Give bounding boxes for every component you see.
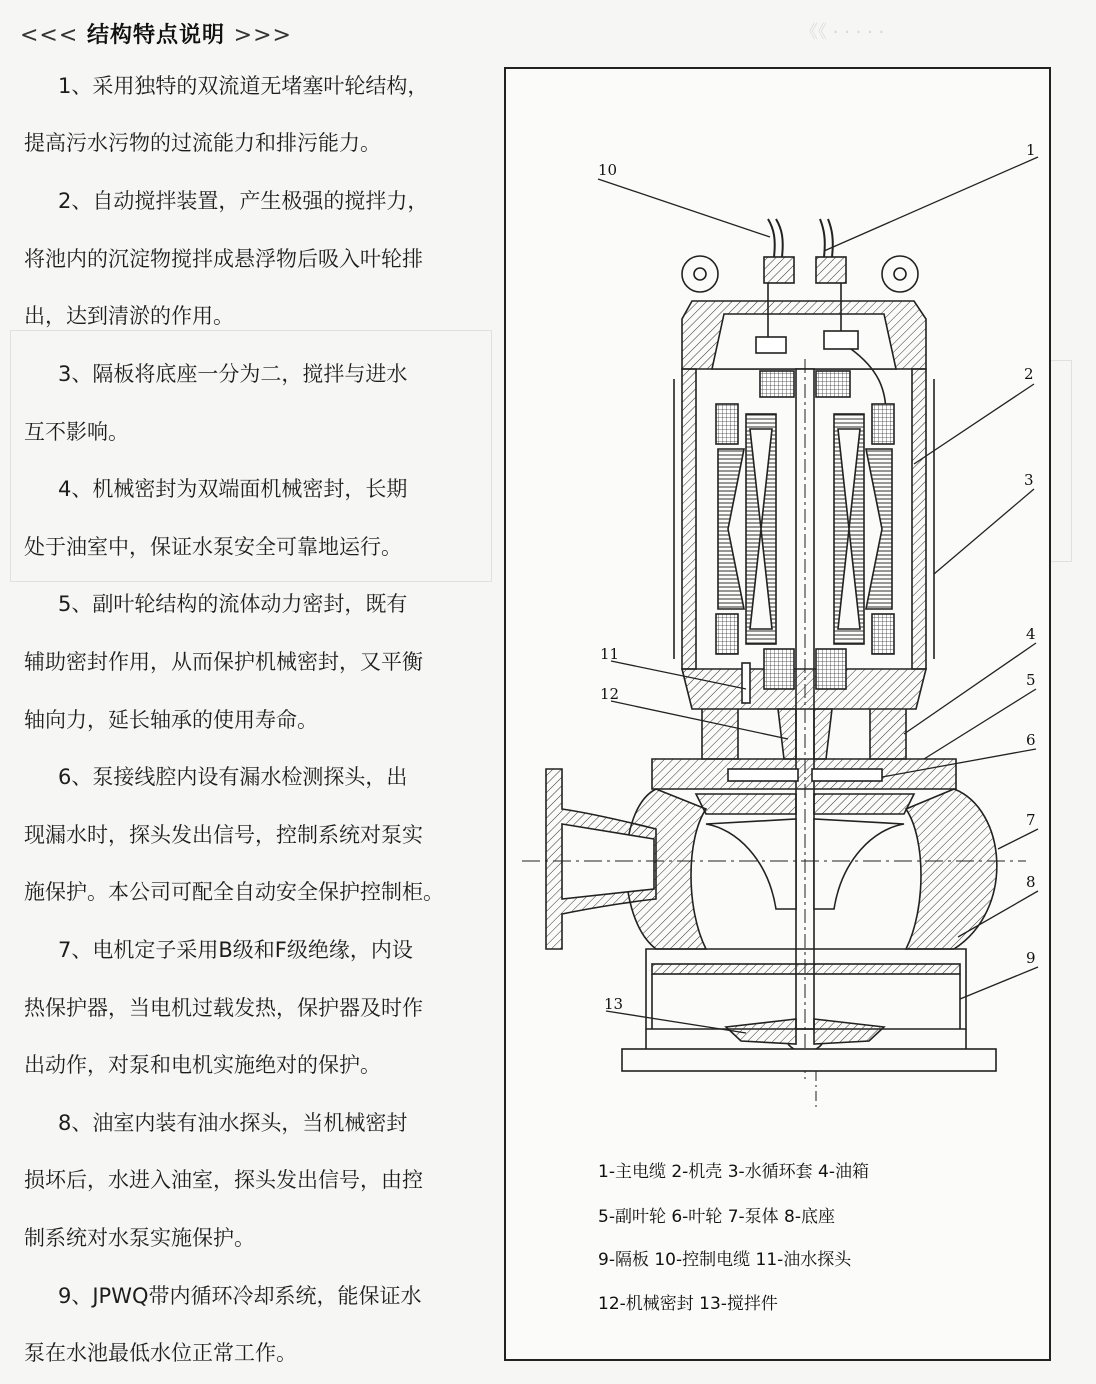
text-line: 2、自动搅拌装置，产生极强的搅拌力， (58, 189, 429, 213)
ghost-text: 《《 · · · · · (800, 22, 885, 43)
legend-line: 9-隔板 10-控制电缆 11-油水探头 (598, 1250, 852, 1270)
text-line: 泵在水池最低水位正常工作。 (24, 1341, 297, 1365)
legend-line: 12-机械密封 13-搅拌件 (598, 1294, 778, 1314)
callout-10: 10 (598, 161, 618, 179)
text-line: 1、采用独特的双流道无堵塞叶轮结构， (58, 74, 429, 98)
callout-8: 8 (1026, 873, 1036, 891)
text-line: 3、隔板将底座一分为二，搅拌与进水 (58, 362, 408, 386)
callout-2: 2 (1024, 365, 1034, 383)
text-line: 9、JPWQ带内循环冷却系统，能保证水 (58, 1284, 422, 1308)
text-line: 出动作，对泵和电机实施绝对的保护。 (24, 1053, 381, 1077)
legend-line: 5-副叶轮 6-叶轮 7-泵体 8-底座 (598, 1207, 836, 1227)
text-line: 热保护器，当电机过载发热，保护器及时作 (24, 996, 423, 1020)
text-line: 提高污水污物的过流能力和排污能力。 (24, 131, 381, 155)
text-line: 7、电机定子采用B级和F级绝缘，内设 (58, 938, 413, 962)
pump-diagram-frame (504, 67, 1051, 1361)
callout-4: 4 (1026, 625, 1036, 643)
callout-6: 6 (1026, 731, 1036, 749)
heading-left-marks: <<< (20, 23, 79, 48)
text-line: 损坏后，水进入油室，探头发出信号，由控 (24, 1168, 423, 1192)
text-line: 互不影响。 (24, 420, 129, 444)
callout-13: 13 (604, 995, 624, 1013)
text-line: 将池内的沉淀物搅拌成悬浮物后吸入叶轮排 (24, 247, 423, 271)
heading-right-marks: >>> (233, 23, 292, 48)
text-line: 6、泵接线腔内设有漏水检测探头，出 (58, 765, 408, 789)
text-line: 4、机械密封为双端面机械密封，长期 (58, 477, 408, 501)
callout-7: 7 (1026, 811, 1036, 829)
callout-3: 3 (1024, 471, 1034, 489)
text-line: 轴向力，延长轴承的使用寿命。 (24, 708, 318, 732)
callout-11: 11 (600, 645, 620, 663)
text-line: 5、副叶轮结构的流体动力密封，既有 (58, 592, 408, 616)
section-heading (20, 18, 292, 49)
text-line: 8、油室内装有油水探头，当机械密封 (58, 1111, 408, 1135)
text-line: 辅助密封作用，从而保护机械密封，又平衡 (24, 650, 423, 674)
text-line: 出，达到清淤的作用。 (24, 304, 234, 328)
text-line: 施保护。本公司可配全自动安全保护控制柜。 (24, 880, 444, 904)
callout-12: 12 (600, 685, 620, 703)
heading-title: 结构特点说明 (86, 23, 225, 48)
text-line: 处于油室中，保证水泵安全可靠地运行。 (24, 535, 402, 559)
callout-5: 5 (1026, 671, 1036, 689)
text-line: 制系统对水泵实施保护。 (24, 1226, 255, 1250)
callout-1: 1 (1026, 141, 1036, 159)
legend-line: 1-主电缆 2-机壳 3-水循环套 4-油箱 (598, 1162, 870, 1182)
text-line: 现漏水时，探头发出信号，控制系统对泵实 (24, 823, 423, 847)
callout-9: 9 (1026, 949, 1036, 967)
